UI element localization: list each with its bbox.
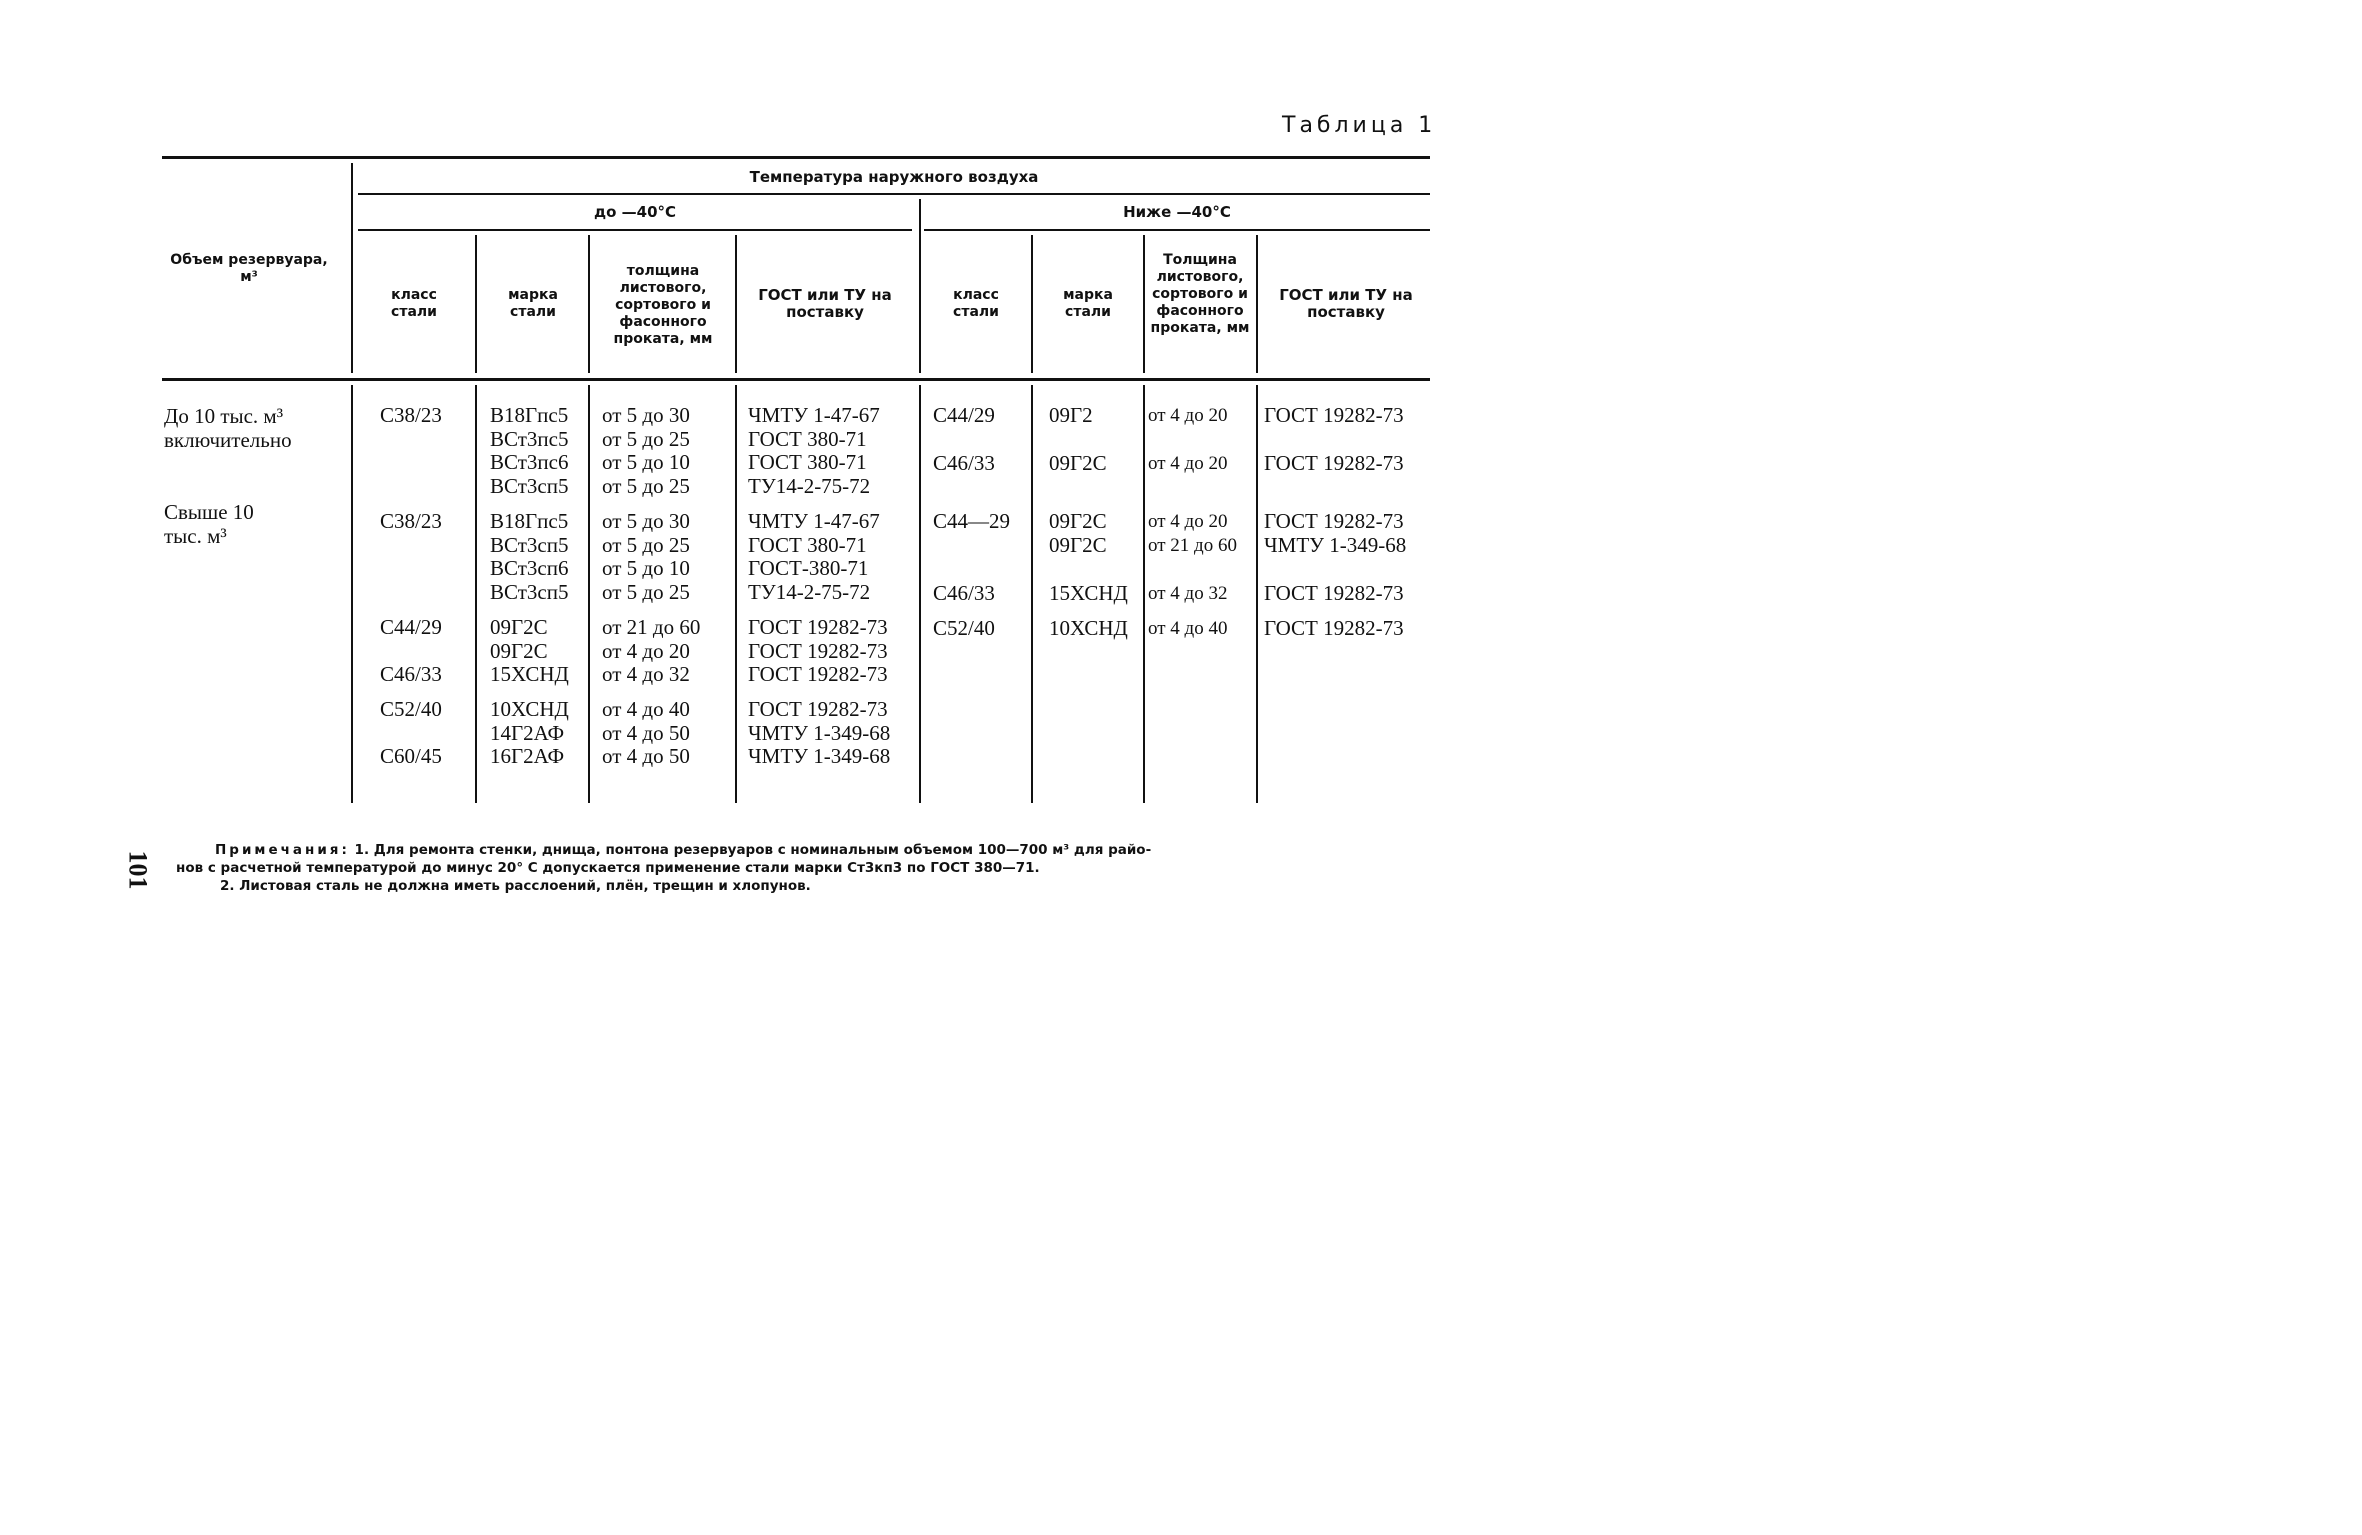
a-grade-block-3 (490, 616, 569, 687)
a-thickness-block-4 (602, 698, 690, 769)
note-1-line-2: нов с расчетной температурой до минус 20° С допускается применение стали марки Ст3кп3 по ГОСТ 380—71. (176, 860, 1040, 876)
a-thickness: от 5 до 25 (602, 532, 690, 557)
group-b-rule (924, 229, 1430, 231)
a-grade: 10ХСНД (490, 697, 569, 721)
a-thickness: от 5 до 25 (602, 473, 690, 498)
a-gost: ГОСТ 19282-73 (748, 697, 888, 721)
header-b-grade: марка стали (1063, 287, 1113, 320)
a-gost: ТУ14-2-75-72 (748, 579, 871, 604)
b-grade: 09Г2С (1049, 509, 1107, 533)
b-class: С46/33 (933, 581, 995, 605)
group-a-rule (358, 229, 912, 231)
a-gost-block-4 (748, 698, 890, 769)
b-thickness-block (1148, 510, 1237, 557)
a-thickness: от 4 до 20 (602, 638, 690, 663)
a-grade-block-1 (490, 404, 568, 498)
a-gost: ГОСТ 19282-73 (748, 638, 888, 663)
b-thickness: от 4 до 40 (1148, 618, 1228, 639)
a-gost: ЧМТУ 1-47-67 (748, 509, 880, 533)
header-b-thickness: Толщина листового, сортового и фасонного проката, мм (1150, 252, 1250, 336)
b-grade: 09Г2 (1049, 403, 1093, 427)
col-divider (351, 163, 353, 373)
a-gost: ГОСТ 380-71 (748, 426, 867, 451)
volume-row-1: До 10 тыс. м³ включительно (164, 404, 292, 452)
b-thickness: от 4 до 20 (1148, 511, 1228, 532)
b-thickness: от 4 до 20 (1148, 453, 1228, 474)
volume-row-2: Свыше 10 тыс. м³ (164, 500, 254, 548)
b-class: С44/29 (933, 403, 995, 427)
a-gost: ГОСТ 380-71 (748, 450, 867, 474)
a-gost-block-3 (748, 616, 888, 687)
a-thickness: от 5 до 25 (602, 579, 690, 604)
a-gost: ГОСТ 380-71 (748, 532, 867, 557)
a-grade: ВСт3сп5 (490, 532, 569, 557)
a-grade: ВСт3пс6 (490, 450, 569, 474)
col-divider (1143, 385, 1145, 803)
col-divider (1031, 385, 1033, 803)
a-grade-block-4 (490, 698, 569, 769)
a-thickness: от 5 до 30 (602, 509, 690, 533)
a-class: С38/23 (380, 509, 442, 533)
b-grade: 09Г2С (1049, 532, 1107, 557)
col-divider (1256, 235, 1258, 373)
a-gost: ЧМТУ 1-47-67 (748, 403, 880, 427)
a-gost: ЧМТУ 1-349-68 (748, 744, 891, 768)
b-gost: ГОСТ 19282-73 (1264, 616, 1404, 640)
note-2: 2. Листовая сталь не должна иметь расслоений, плён, трещин и хлопунов. (220, 878, 811, 894)
a-grade: ВСт3пс5 (490, 426, 569, 451)
b-gost: ГОСТ 19282-73 (1264, 451, 1404, 475)
a-grade: В18Гпс5 (490, 509, 569, 533)
table-label: Таблица 1 (1282, 113, 1437, 138)
a-grade: 14Г2АФ (490, 720, 565, 745)
a-gost: ГОСТ-380-71 (748, 556, 869, 580)
col-divider (1143, 235, 1145, 373)
a-grade: 09Г2С (490, 638, 548, 663)
header-volume: Объем резервуара, м³ (170, 252, 328, 285)
col-divider (919, 199, 921, 373)
a-thickness: от 5 до 10 (602, 556, 690, 580)
a-gost: ГОСТ 19282-73 (748, 615, 888, 639)
col-divider (588, 385, 590, 803)
a-grade: 16Г2АФ (490, 744, 565, 768)
a-grade: 09Г2С (490, 615, 548, 639)
col-divider (475, 385, 477, 803)
a-thickness: от 5 до 25 (602, 426, 690, 451)
col-divider (735, 385, 737, 803)
a-grade: ВСт3сп5 (490, 579, 569, 604)
a-gost-block-2 (748, 510, 880, 604)
a-thickness: от 4 до 50 (602, 720, 690, 745)
a-gost: ТУ14-2-75-72 (748, 473, 871, 498)
notes-label: Примечания: (215, 842, 350, 858)
page-number: 101 (123, 850, 153, 890)
col-divider (475, 235, 477, 373)
col-divider (735, 235, 737, 373)
b-gost: ЧМТУ 1-349-68 (1264, 532, 1407, 557)
header-b-class: класс стали (953, 287, 999, 320)
a-class: С52/40 (380, 697, 442, 721)
a-grade: ВСт3сп5 (490, 473, 569, 498)
a-thickness: от 5 до 30 (602, 403, 690, 427)
header-a-grade: марка стали (508, 287, 558, 320)
header-a-thickness: толщина листового, сортового и фасонного проката, мм (613, 263, 713, 347)
a-thickness-block-2 (602, 510, 690, 604)
header-group-b: Ниже —40°С (1123, 203, 1231, 221)
b-grade: 09Г2С (1049, 451, 1107, 475)
a-thickness-block-3 (602, 616, 700, 687)
a-grade-block-2 (490, 510, 568, 604)
col-divider (588, 235, 590, 373)
col-divider (919, 385, 921, 803)
b-thickness: от 21 до 60 (1148, 534, 1237, 556)
a-class: С60/45 (380, 744, 442, 768)
col-divider (351, 385, 353, 803)
a-thickness: от 5 до 10 (602, 450, 690, 474)
temp-rule (358, 193, 1430, 195)
b-thickness: от 4 до 20 (1148, 405, 1228, 426)
b-class: С52/40 (933, 616, 995, 640)
a-class: С46/33 (380, 662, 442, 686)
a-thickness: от 4 до 50 (602, 744, 690, 768)
a-thickness-block-1 (602, 404, 690, 498)
header-bottom-rule (162, 378, 1430, 381)
header-temperature: Температура наружного воздуха (749, 168, 1039, 186)
header-a-gost: ГОСТ или ТУ на поставку (758, 286, 892, 321)
a-thickness: от 4 до 32 (602, 662, 690, 686)
b-grade: 10ХСНД (1049, 616, 1128, 640)
b-thickness: от 4 до 32 (1148, 583, 1228, 604)
col-divider (1256, 385, 1258, 803)
header-a-class: класс стали (391, 287, 437, 320)
header-b-gost: ГОСТ или ТУ на поставку (1279, 286, 1413, 321)
top-rule (162, 156, 1430, 159)
a-gost: ГОСТ 19282-73 (748, 662, 888, 686)
notes-line-1 (215, 842, 1151, 859)
b-class: С46/33 (933, 451, 995, 475)
header-group-a: до —40°С (593, 203, 677, 221)
b-gost: ГОСТ 19282-73 (1264, 509, 1404, 533)
a-class: С38/23 (380, 403, 442, 427)
b-gost: ГОСТ 19282-73 (1264, 403, 1404, 427)
b-grade-block (1049, 510, 1107, 557)
a-thickness: от 21 до 60 (602, 615, 701, 639)
a-gost-block-1 (748, 404, 880, 498)
b-gost: ГОСТ 19282-73 (1264, 581, 1404, 605)
b-grade: 15ХСНД (1049, 581, 1128, 605)
a-grade: 15ХСНД (490, 662, 569, 686)
note-1-line-1: 1. Для ремонта стенки, днища, понтона резервуаров с номинальным объемом 100—700 м³ для райо- (354, 842, 1152, 858)
a-grade: ВСт3сп6 (490, 556, 569, 580)
a-gost: ЧМТУ 1-349-68 (748, 720, 891, 745)
b-gost-block (1264, 510, 1406, 557)
a-grade: В18Гпс5 (490, 403, 569, 427)
col-divider (1031, 235, 1033, 373)
b-class: С44—29 (933, 509, 1011, 533)
a-class: С44/29 (380, 615, 442, 639)
a-thickness: от 4 до 40 (602, 697, 690, 721)
